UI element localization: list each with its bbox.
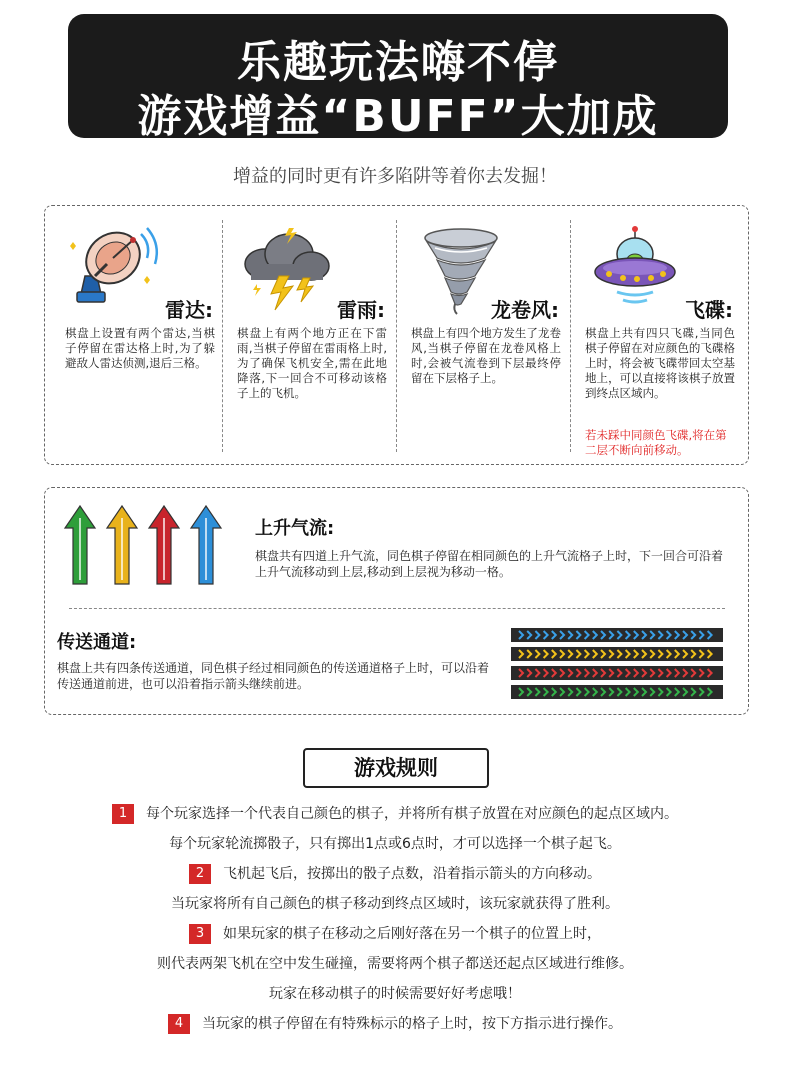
ufo-icon [587,224,679,316]
teleport-title: 传送通道: [57,632,137,653]
special-paths-panel [44,487,749,715]
buff-description: 棋盘上设置有两个雷达,当棋子停留在雷达格上时,为了躲避敌人雷达侦测,退后三格。 [65,326,215,370]
rule-line [0,803,790,825]
teleport-description: 棋盘上共有四条传送通道，同色棋子经过相同颜色的传送通道格子上时，可以沿着传送通道前进，也可以沿着指示箭头继续前进。 [57,661,490,691]
teleport-track [511,628,723,642]
rule-text: 飞机起飞后，按掷出的骰子点数，沿着指示箭头的方向移动。 [223,866,601,882]
teleport-track [511,666,723,680]
banner-line-2: 游戏增益“BUFF”大加成 [137,91,659,142]
rule-text: 当玩家将所有自己颜色的棋子移动到终点区域时，该玩家就获得了胜利。 [171,896,619,912]
buff-title: 雷雨: [337,298,385,322]
rule-number-badge: 4 [168,1014,190,1034]
buff-item-radar [51,206,221,464]
rule-line [0,1013,790,1035]
buff-title: 龙卷风: [491,298,559,322]
rule-line [0,863,790,885]
buff-item-tornado [397,206,567,464]
rule-text: 每个玩家选择一个代表自己颜色的棋子，并将所有棋子放置在对应颜色的起点区域内。 [146,806,678,822]
teleport-track [511,647,723,661]
thunderstorm-icon [239,224,331,316]
rule-text: 玩家在移动棋子的时候需要好好考虑哦！ [269,986,521,1002]
rule-text: 如果玩家的棋子在移动之后刚好落在另一个棋子的位置上时， [223,926,601,942]
rule-line [0,983,790,1005]
banner-line-1: 乐趣玩法嗨不停 [237,37,559,88]
buff-item-thunderstorm [223,206,393,464]
teleport-track [511,685,723,699]
rule-text: 则代表两架飞机在空中发生碰撞，需要将两个棋子都送还起点区域进行维修。 [157,956,633,972]
rule-line [0,923,790,945]
section-divider [69,608,725,609]
updraft-arrows-icon [57,504,227,588]
rule-line [0,953,790,975]
title-banner [68,14,728,142]
rules-heading: 游戏规则 [303,748,489,788]
radar-dish-icon [67,224,159,316]
buff-description: 棋盘上有两个地方正在下雷雨,当棋子停留在雷雨格上时,为了确保飞机安全,需在此地降落,下一回合不可移动该格子上的飞机。 [237,326,387,400]
buff-description: 棋盘上有四个地方发生了龙卷风,当棋子停留在龙卷风格上时,会被气流卷到下层最终停留在下层格子上。 [411,326,561,385]
buff-warning: 若未踩中同颜色飞碟,将在第二层不断向前移动。 [585,428,727,457]
updraft-title: 上升气流: [255,518,335,539]
subtitle: 增益的同时更有许多陷阱等着你去发掘！ [233,166,557,187]
rule-text: 每个玩家轮流掷骰子，只有掷出1点或6点时，才可以选择一个棋子起飞。 [169,836,621,852]
buff-description: 棋盘上共有四只飞碟,当同色棋子停留在对应颜色的飞碟格上时，将会被飞碟带回太空基地上，可以直接将该棋子放置到终点区域内。 [585,326,735,400]
buff-title: 雷达: [165,298,213,322]
buff-title: 飞碟: [685,298,733,322]
rule-text: 当玩家的棋子停留在有特殊标示的格子上时，按下方指示进行操作。 [202,1016,622,1032]
rule-number-badge: 2 [189,864,211,884]
rule-number-badge: 3 [189,924,211,944]
buff-item-ufo [571,206,741,464]
updraft-description: 棋盘共有四道上升气流，同色棋子停留在相同颜色的上升气流格子上时，下一回合可沿着上升气流移动到上层,移动到上层视为移动一格。 [255,549,724,579]
buff-panel [44,205,749,465]
rule-number-badge: 1 [112,804,134,824]
rule-line [0,893,790,915]
teleport-tracks-icon [511,624,723,704]
rule-line [0,833,790,855]
